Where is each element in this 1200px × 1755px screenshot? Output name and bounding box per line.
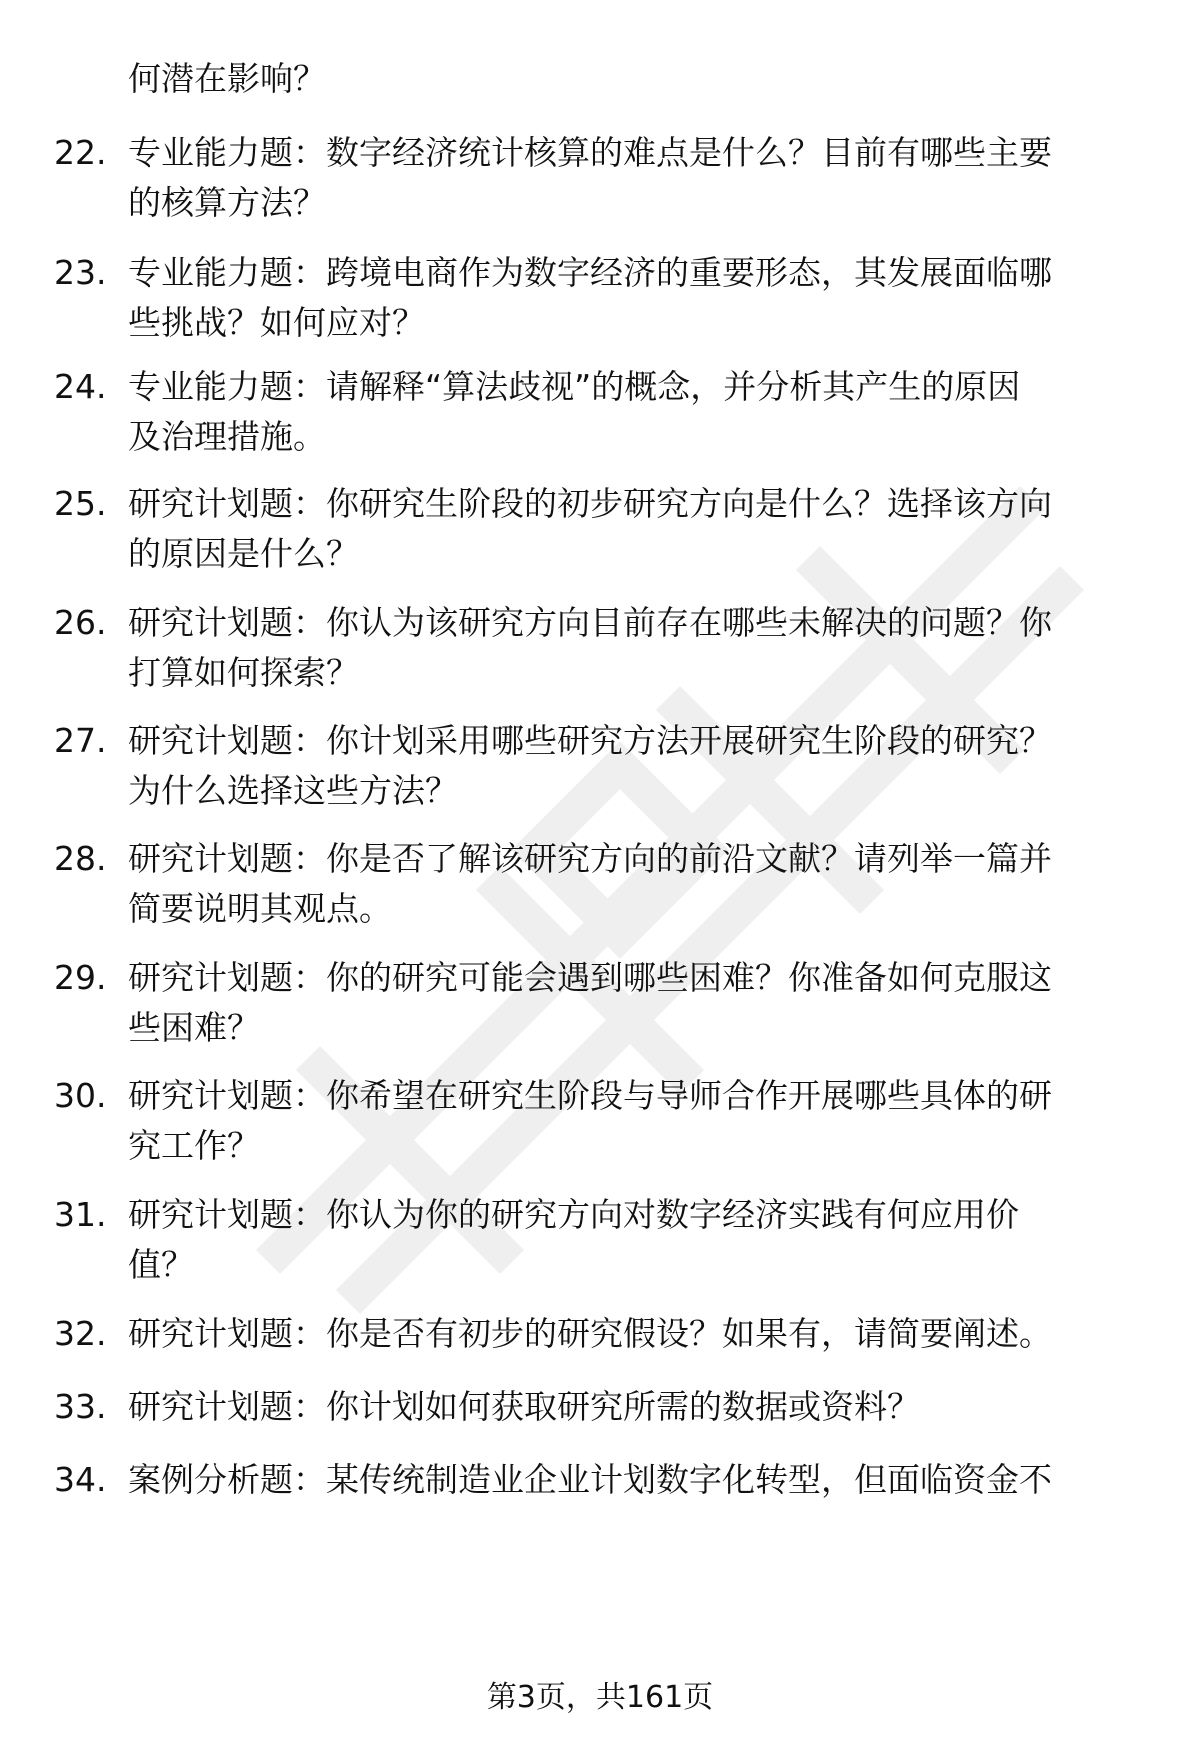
item-text: 研究计划题：你是否有初步的研究假设？如果有，请简要阐述。 — [128, 1314, 1052, 1353]
item-text: 研究计划题：你认为你的研究方向对数字经济实践有何应用价 值？ — [128, 1195, 1019, 1284]
item-text: 研究计划题：你认为该研究方向目前存在哪些未解决的问题？你 打算如何探索？ — [128, 603, 1052, 692]
item-number: 24. — [54, 367, 107, 406]
page-footer: 第3页，共161页 — [486, 1680, 714, 1715]
item-number: 29. — [54, 958, 107, 997]
item-number: 25. — [54, 484, 107, 523]
item-text: 研究计划题：你计划如何获取研究所需的数据或资料？ — [128, 1387, 920, 1426]
item-number: 34. — [54, 1460, 107, 1499]
item-text: 研究计划题：你是否了解该研究方向的前沿文献？请列举一篇并 简要说明其观点。 — [128, 839, 1052, 928]
item-number: 22. — [54, 133, 107, 172]
item-text: 研究计划题：你希望在研究生阶段与导师合作开展哪些具体的研 究工作？ — [128, 1076, 1052, 1165]
continuation-text: 何潜在影响？ — [128, 59, 326, 98]
item-text: 研究计划题：你的研究可能会遇到哪些困难？你准备如何克服这 些困难？ — [128, 958, 1052, 1047]
item-number: 23. — [54, 253, 107, 292]
item-text: 专业能力题：数字经济统计核算的难点是什么？目前有哪些主要 的核算方法？ — [128, 133, 1052, 222]
item-number: 30. — [54, 1076, 107, 1115]
item-number: 28. — [54, 839, 107, 878]
item-number: 31. — [54, 1195, 107, 1234]
item-text: 案例分析题：某传统制造业企业计划数字化转型，但面临资金不 — [128, 1460, 1052, 1499]
item-number: 26. — [54, 603, 107, 642]
item-number: 33. — [54, 1387, 107, 1426]
item-text: 专业能力题：跨境电商作为数字经济的重要形态，其发展面临哪 些挑战？如何应对？ — [128, 253, 1052, 342]
item-text: 专业能力题：请解释“算法歧视”的概念，并分析其产生的原因 及治理措施。 — [128, 367, 1021, 456]
item-number: 27. — [54, 721, 107, 760]
item-text: 研究计划题：你计划采用哪些研究方法开展研究生阶段的研究？ 为什么选择这些方法？ — [128, 721, 1052, 810]
item-text: 研究计划题：你研究生阶段的初步研究方向是什么？选择该方向 的原因是什么？ — [128, 484, 1052, 573]
item-number: 32. — [54, 1314, 107, 1353]
